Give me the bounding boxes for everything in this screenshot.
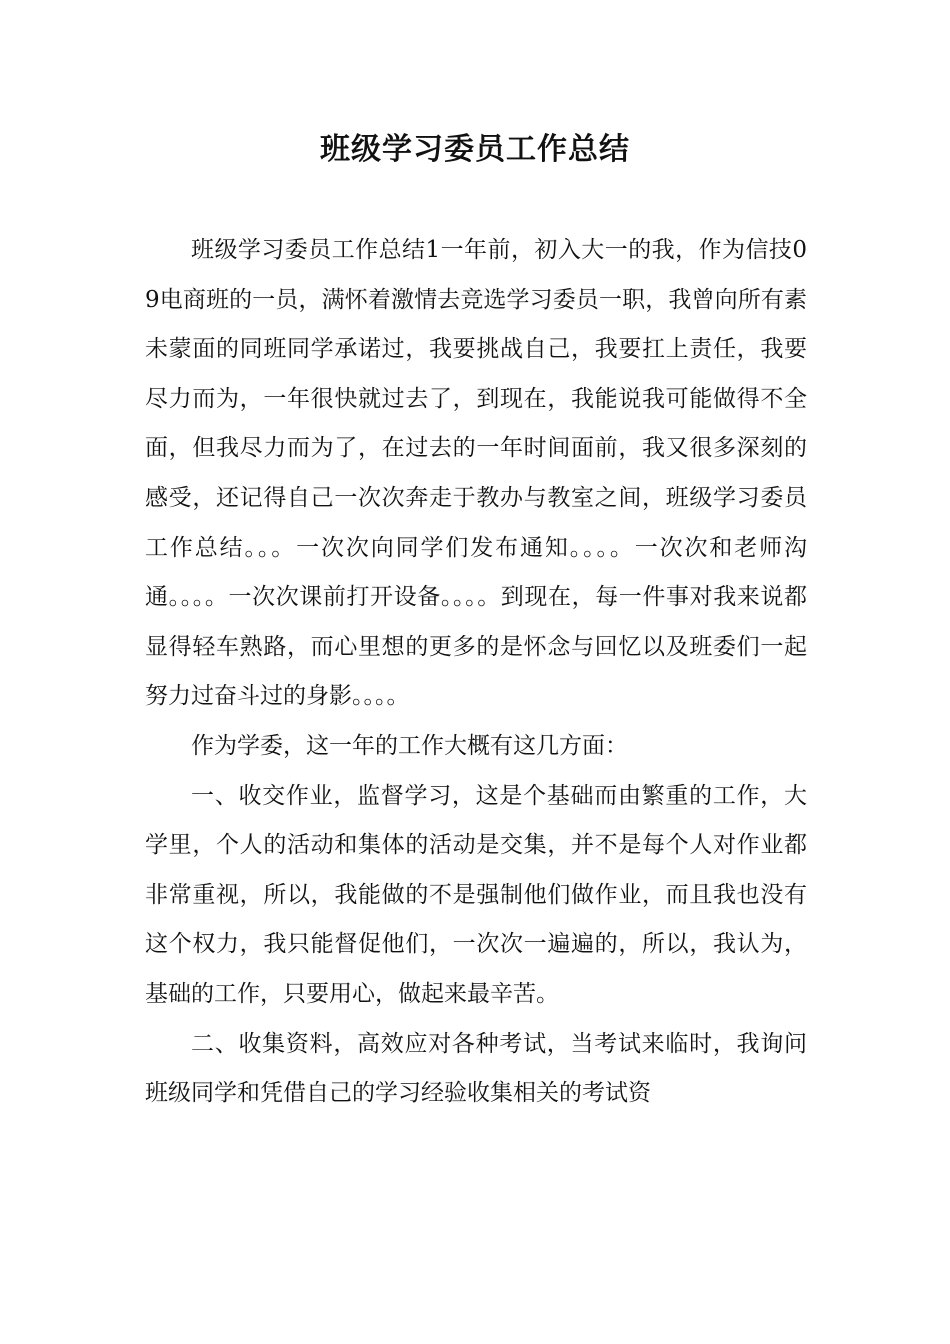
document-title: 班级学习委员工作总结 (320, 132, 630, 167)
document-body (145, 226, 807, 1119)
paragraph-point-two: 二、收集资料，高效应对各种考试，当考试来临时，我询问班级同学和凭借自己的学习经验收集相关的考试资 (145, 1030, 807, 1107)
paragraph-overview: 作为学委，这一年的工作大概有这几方面： (191, 732, 628, 759)
paragraph-intro: 班级学习委员工作总结1一年前，初入大一的我，作为信技09电商班的一员，满怀着激情去竞选学习委员一职，我曾向所有素未蒙面的同班同学承诺过，我要挑战自己，我要扛上责任，我要尽力而为，一年很快就过去了，到现在，我能说我可能做得不全面，但我尽力而为了，在过去的一年时间面前，我又很多深刻的感受，还记得自己一次次奔走于教办与教室之间，班级学习委员工作总结。。。一次次向同学们发布通知。。。。一次次和老师沟通。。。。一次次课前打开设备。。。。到现在，每一件事对我来说都显得轻车熟路，而心里想的更多的是怀念与回忆以及班委们一起努力过奋斗过的身影。。。。 (145, 237, 807, 710)
paragraph-point-one: 一、收交作业，监督学习，这是个基础而由繁重的工作，大学里，个人的活动和集体的活动是交集，并不是每个人对作业都非常重视，所以，我能做的不是强制他们做作业，而且我也没有这个权力，我只能督促他们，一次次一遍遍的，所以，我认为，基础的工作，只要用心，做起来最辛苦。 (145, 782, 807, 1007)
